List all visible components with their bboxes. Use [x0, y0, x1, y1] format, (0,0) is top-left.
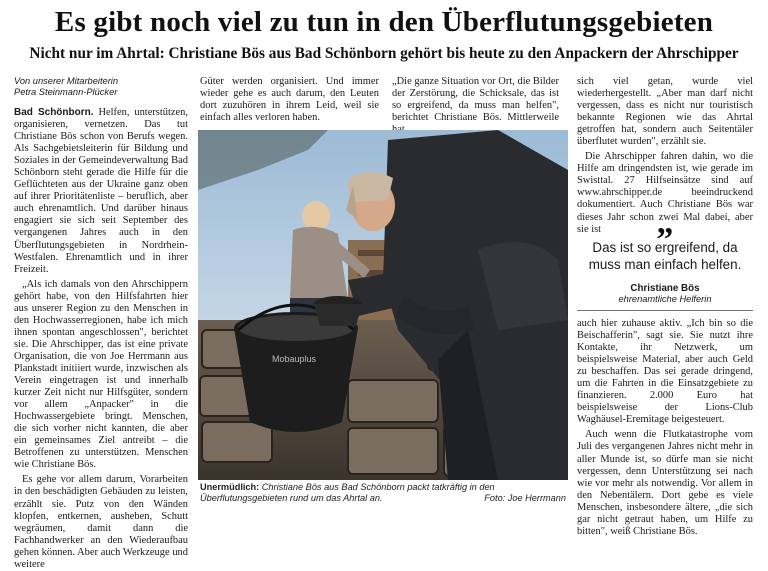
paragraph: Güter werden organisiert. Und immer wieder gehe es auch darum, den Leuten dort zuzuhören in ihrem Leid, weil sie einfach alles verloren haben.	[200, 76, 379, 124]
quote-author-role: ehrenamtliche Helferin	[618, 294, 712, 304]
byline-author: Petra Steinmann-Plücker	[14, 87, 118, 97]
divider	[577, 310, 753, 311]
paragraph: „Die ganze Situation vor Ort, die Bilder der Zerstörung, die Schicksale, das ist so ergreifend, da muss man helfen", berichtet Christiane Bös. Mittlerweile	[392, 76, 559, 124]
article-column-4-continued	[577, 318, 753, 537]
paragraph: Es gehe vor allem darum, Vorarbeiten in den beschädigten Gebäuden zu leisten, erzählt sie. Putz von den Wänden klopfen, entkernen, ausheben, Schutt wegräumen, damit dann die Fachhandwerker an den Wiederaufbau gehen können. Aber auch Werkzeuge und weitere	[14, 474, 188, 570]
paragraph	[14, 107, 188, 276]
bucket-label: Mobauplus	[272, 354, 317, 364]
quote-text: Das ist so ergreifend, da muss man einfach helfen.	[588, 240, 742, 272]
paragraph: auch hier zuhause aktiv. „Ich bin so die Beischafferin", sagt sie. Sie nutzt ihre Kontakte, ihr Netzwerk, um beispielsweise Material, aber auch Geld zu beschaffen. Das sei gerade dringend, um die Fahrten in die Einsatzgebiete zu finanzieren. 2.000 Euro hat beispielsweise der Lions-Club Waghäusel-Eremitage beigesteuert.	[577, 318, 753, 426]
paragraph: Die Ahrschipper fahren dahin, wo die Hilfe am dringendsten ist, wie gerade im Swisttal. 27 Hilfseinsätze sind auf www.ahrschipper.de beeindruckend dokumentiert. Auch Christiane Bös war dieses Jahr schon zwei Mal dabei, aber sie ist	[577, 151, 753, 235]
byline	[14, 76, 188, 98]
article-photo	[198, 130, 568, 480]
caption-lead: Unermüdlich:	[200, 482, 260, 492]
paragraph: sich viel getan, wurde viel wiederhergestellt. „Aber man darf nicht vergessen, dass es nicht nur touristisch bekannte Regionen wie das Ahrtal getroffen hat, sondern auch Seitentäler überflutet wurden", erzählt sie.	[577, 76, 753, 148]
quote-mark-icon: „	[656, 204, 674, 241]
headline: Es gibt noch viel zu tun in den Überflutungsgebieten	[54, 6, 714, 38]
photo-credit: Foto: Joe Herrmann	[484, 493, 566, 503]
photo-caption	[200, 482, 566, 504]
pull-quote	[577, 204, 753, 311]
byline-role: Von unserer Mitarbeiterin	[14, 76, 119, 86]
paragraph: „Als ich damals von den Ahrschippern gehört habe, von den Hilfsfahrten hier aus unserer Region zu den Menschen in den Hochwasserregionen, habe ich mich ihnen spontan angeschlossen", berichtet sie. Die Ahrschipper, das ist eine private Organisation, die von Joe Herrmann aus Plankstadt initiiert wurde, inzwischen als Verein eingetragen ist und innerhalb kurzer Zeit nicht nur Hilfsgüter, sondern vor allem „Anpacker" in die Hochwassergebiete bringt. Menschen, die sich vorher nicht kannten, die aber ein gemeinsames Ziel antreibt – die Betroffenen zu unterstützen. Menschen wie Christiane Bös.	[14, 278, 188, 471]
article-column-2	[200, 76, 379, 127]
paragraph-text: Helfen, unterstützen, organisieren, vernetzen. Das tut Christiane Bös schon von Berufs wegen. Als Sachgebietsleiterin für Bildung und Soziales in der Gemeindeverwaltung Bad Schönborn steht gerade die Hilfe für die Geflüchteten aus der Ukraine ganz oben auf ihrer Prioritätenliste – beruflich, aber auch ehrenamtlich. Und darüber hinaus engagiert sie sich seit September des vergangenen Jahres auch in den Überflutungsgebieten in Nordrhein-Westfalen. Ehrenamtlich und in ihrer Freizeit.	[14, 107, 188, 275]
paragraph: Auch wenn die Flutkatastrophe vom Juli des vergangenen Jahres nicht mehr in aller Munde ist, so dürfe man sie nicht vergessen, denn Unterstützung sei nach wie vor mehr als notwendig. Vor allem in den Nebentälern. Dort gebe es viele Menschen, insbesondere ältere, „die sich gar nicht getraut haben, um Hilfe zu bitten", weiß Christiane Bös.	[577, 429, 753, 537]
subheadline: Nicht nur im Ahrtal: Christiane Bös aus Bad Schönborn gehört bis heute zu den Anpackern der Ahrschipper	[29, 45, 739, 62]
dateline: Bad Schönborn.	[14, 107, 94, 118]
quote-author: Christiane Bös	[630, 283, 700, 294]
photo-illustration	[198, 130, 568, 480]
caption-text: Christiane Bös aus Bad Schönborn packt tatkräftig in den Überflutungsgebieten rund um das Ahrtal an.	[200, 482, 495, 503]
article-column-1	[14, 76, 188, 570]
